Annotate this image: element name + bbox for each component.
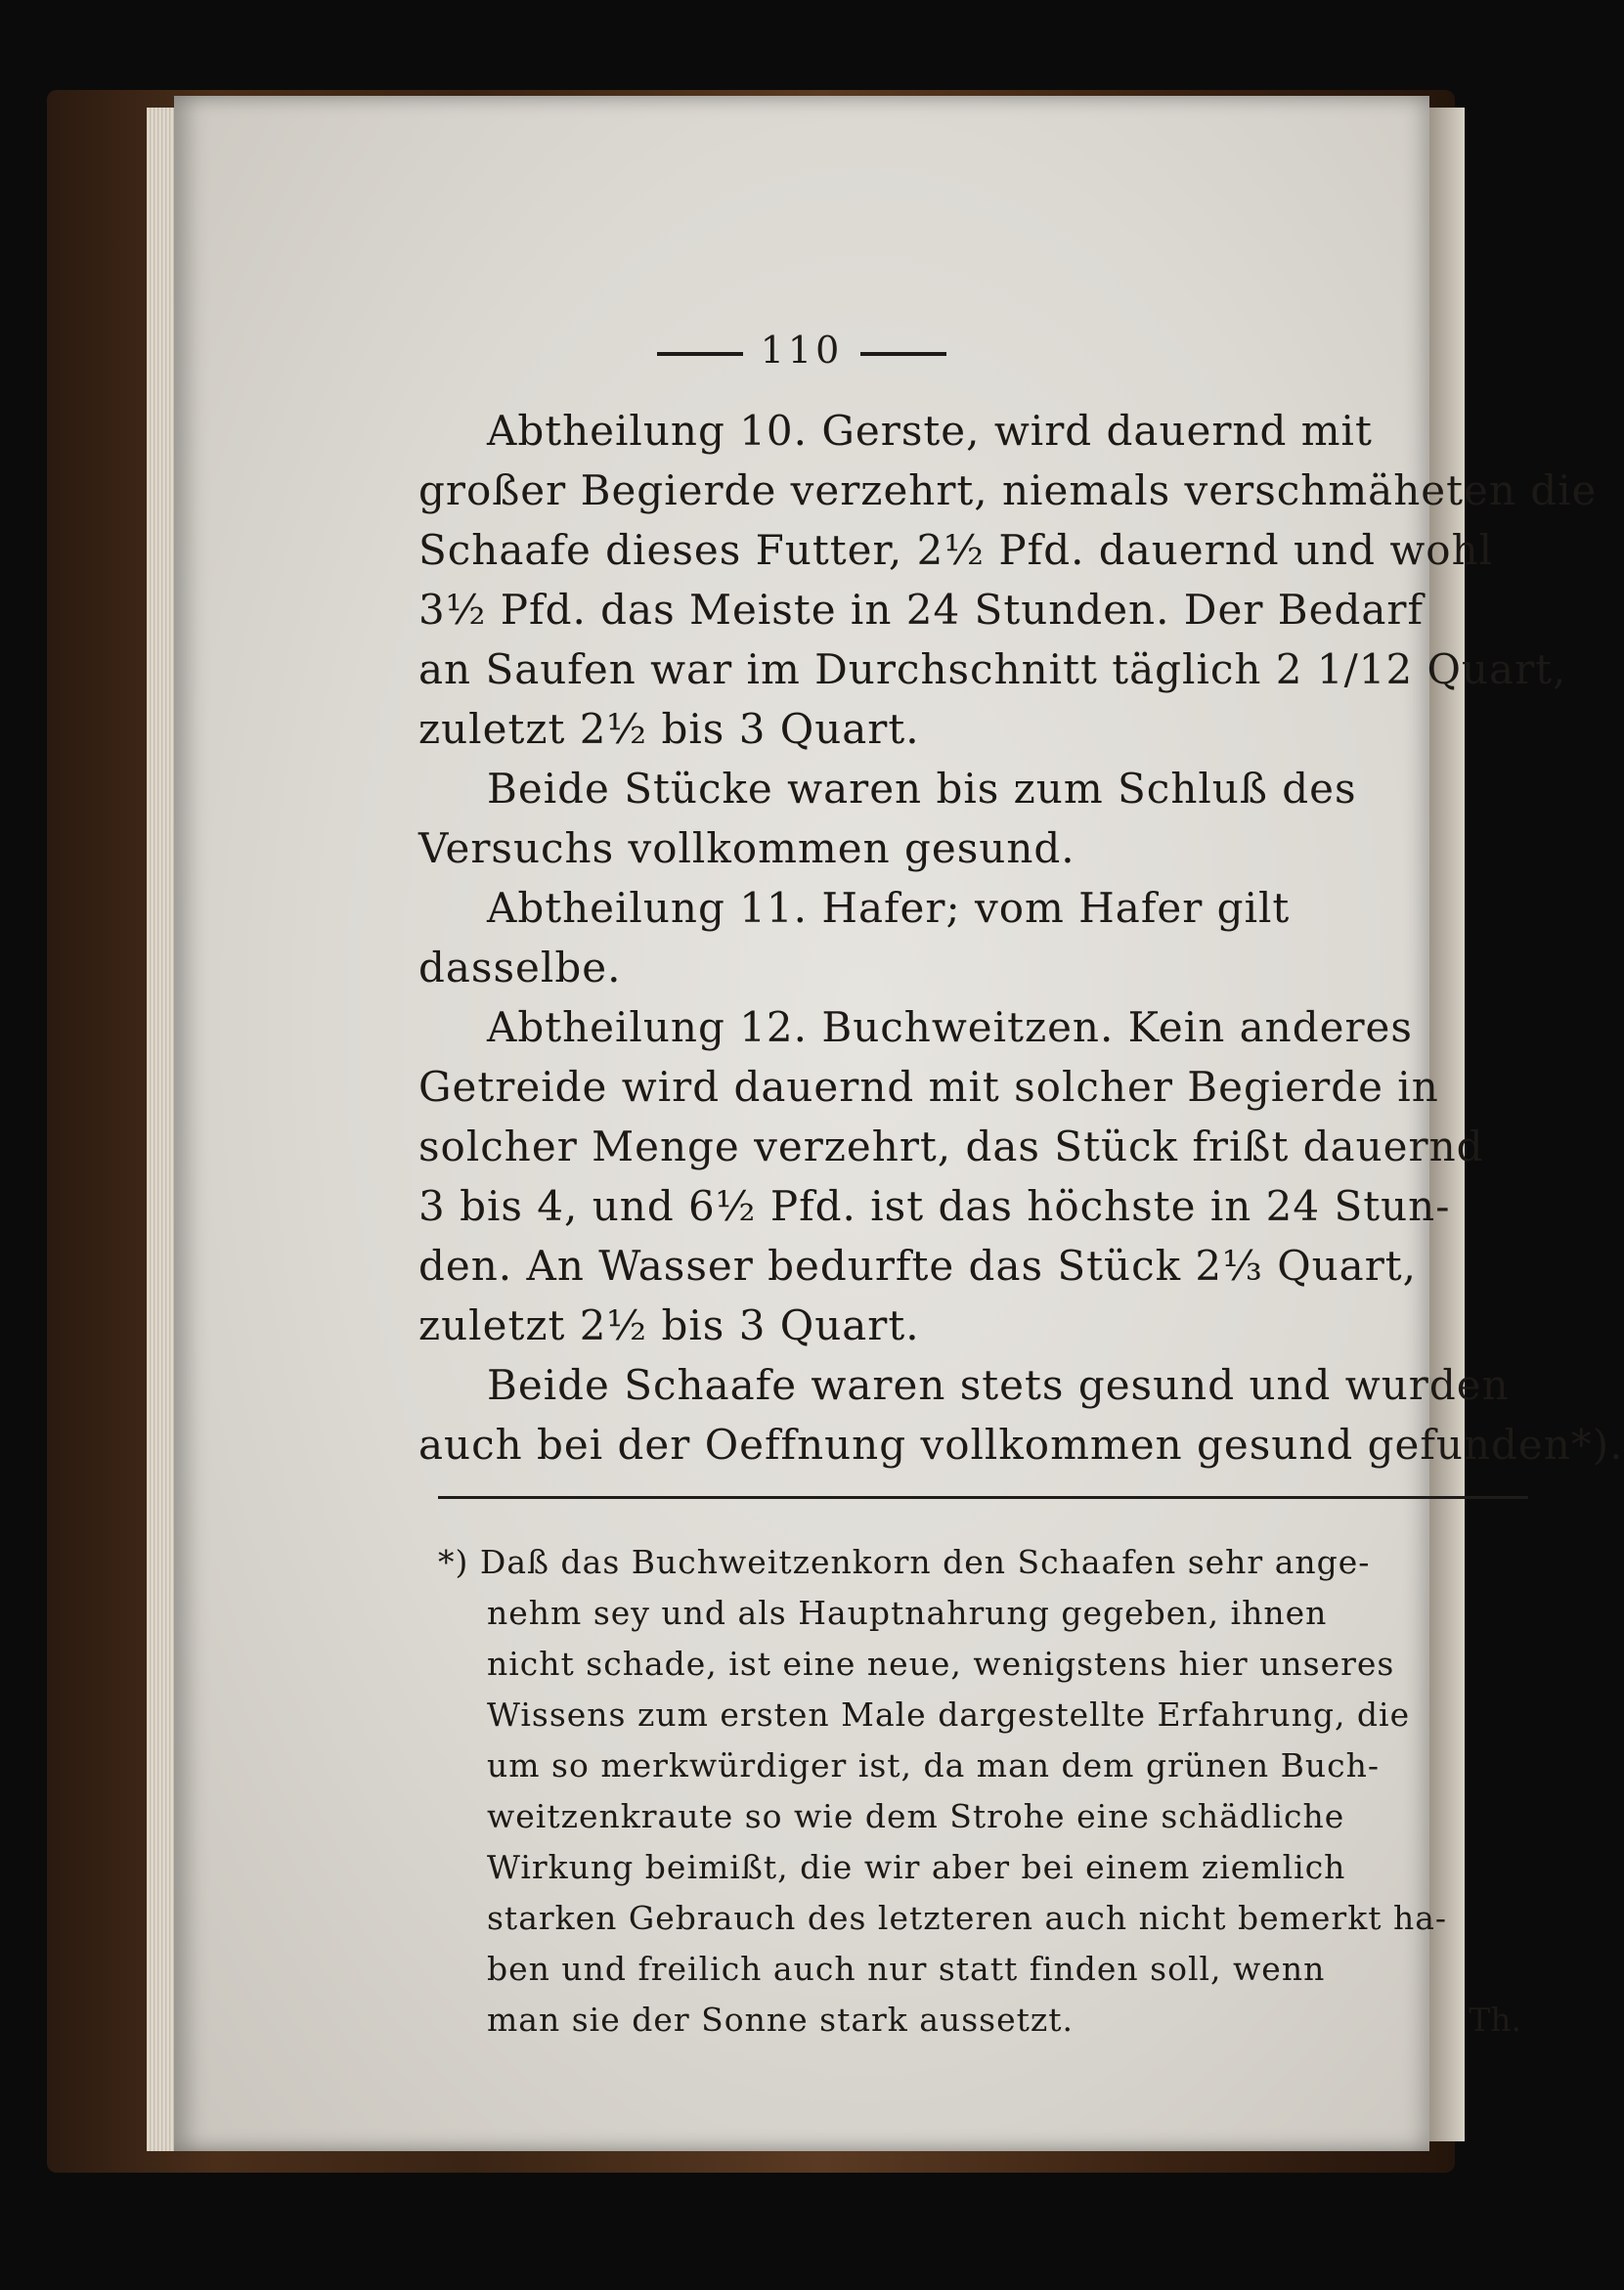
body-line: an Saufen war im Durchschnitt täglich 2 1/12 Quart, (418, 645, 1567, 693)
body-line: den. An Wasser bedurfte das Stück 2⅓ Quart, (418, 1242, 1418, 1290)
body-line: zuletzt 2½ bis 3 Quart. (418, 1301, 920, 1349)
body-line: Beide Schaafe waren stets gesund und wurden (487, 1361, 1510, 1409)
body-line: großer Begierde verzehrt, niemals verschmäheten die (418, 466, 1598, 514)
body-line: auch bei der Oeffnung vollkommen gesund gefunden*). (418, 1421, 1624, 1469)
body-line: 3 bis 4, und 6½ Pfd. ist das höchste in 24 Stun- (418, 1182, 1451, 1230)
page-number: 110 (760, 329, 844, 372)
footnote-line: Wirkung beimißt, die wir aber bei einem ziemlich (487, 1848, 1346, 1886)
footnote-separator (438, 1496, 1528, 1499)
body-line: dasselbe. (418, 944, 622, 991)
body-line: 3½ Pfd. das Meiste in 24 Stunden. Der Bedarf (418, 586, 1425, 634)
footnote-line: ben und freilich auch nur statt finden soll, wenn (487, 1950, 1326, 1988)
body-line: Getreide wird dauernd mit solcher Begierde in (418, 1063, 1439, 1111)
body-line: solcher Menge verzehrt, das Stück frißt dauernd (418, 1123, 1484, 1170)
header-dash-left (657, 352, 743, 356)
body-line: Abtheilung 12. Buchweitzen. Kein anderes (487, 1003, 1413, 1051)
body-line: Versuchs vollkommen gesund. (418, 824, 1075, 872)
body-line: zuletzt 2½ bis 3 Quart. (418, 705, 920, 753)
footnote-line: nehm sey und als Hauptnahrung gegeben, ihnen (487, 1594, 1328, 1632)
header-dash-right (860, 352, 946, 356)
body-line: Abtheilung 11. Hafer; vom Hafer gilt (487, 884, 1291, 932)
footnote-line: um so merkwürdiger ist, da man dem grünen Buch- (487, 1746, 1381, 1784)
body-line: Schaafe dieses Futter, 2½ Pfd. dauernd und wohl (418, 526, 1494, 574)
body-line: Beide Stücke waren bis zum Schluß des (487, 765, 1357, 813)
footnote-line: Wissens zum ersten Male dargestellte Erfahrung, die (487, 1695, 1411, 1734)
footnote-line: man sie der Sonne stark aussetzt. (487, 2001, 1074, 2039)
footnote-line: starken Gebrauch des letzteren auch nicht bemerkt ha- (487, 1899, 1448, 1937)
footnote-line: nicht schade, ist eine neue, wenigstens hier unseres (487, 1645, 1395, 1683)
body-line: Abtheilung 10. Gerste, wird dauernd mit (487, 407, 1373, 455)
page-header (174, 329, 1429, 372)
footnote-line: weitzenkraute so wie dem Strohe eine schädliche (487, 1797, 1345, 1835)
book-page (174, 96, 1624, 2151)
footnote-line: *) Daß das Buchweitzenkorn den Schaafen sehr ange- (438, 1543, 1371, 1581)
footnote-signature: Th. (1469, 2001, 1521, 2039)
